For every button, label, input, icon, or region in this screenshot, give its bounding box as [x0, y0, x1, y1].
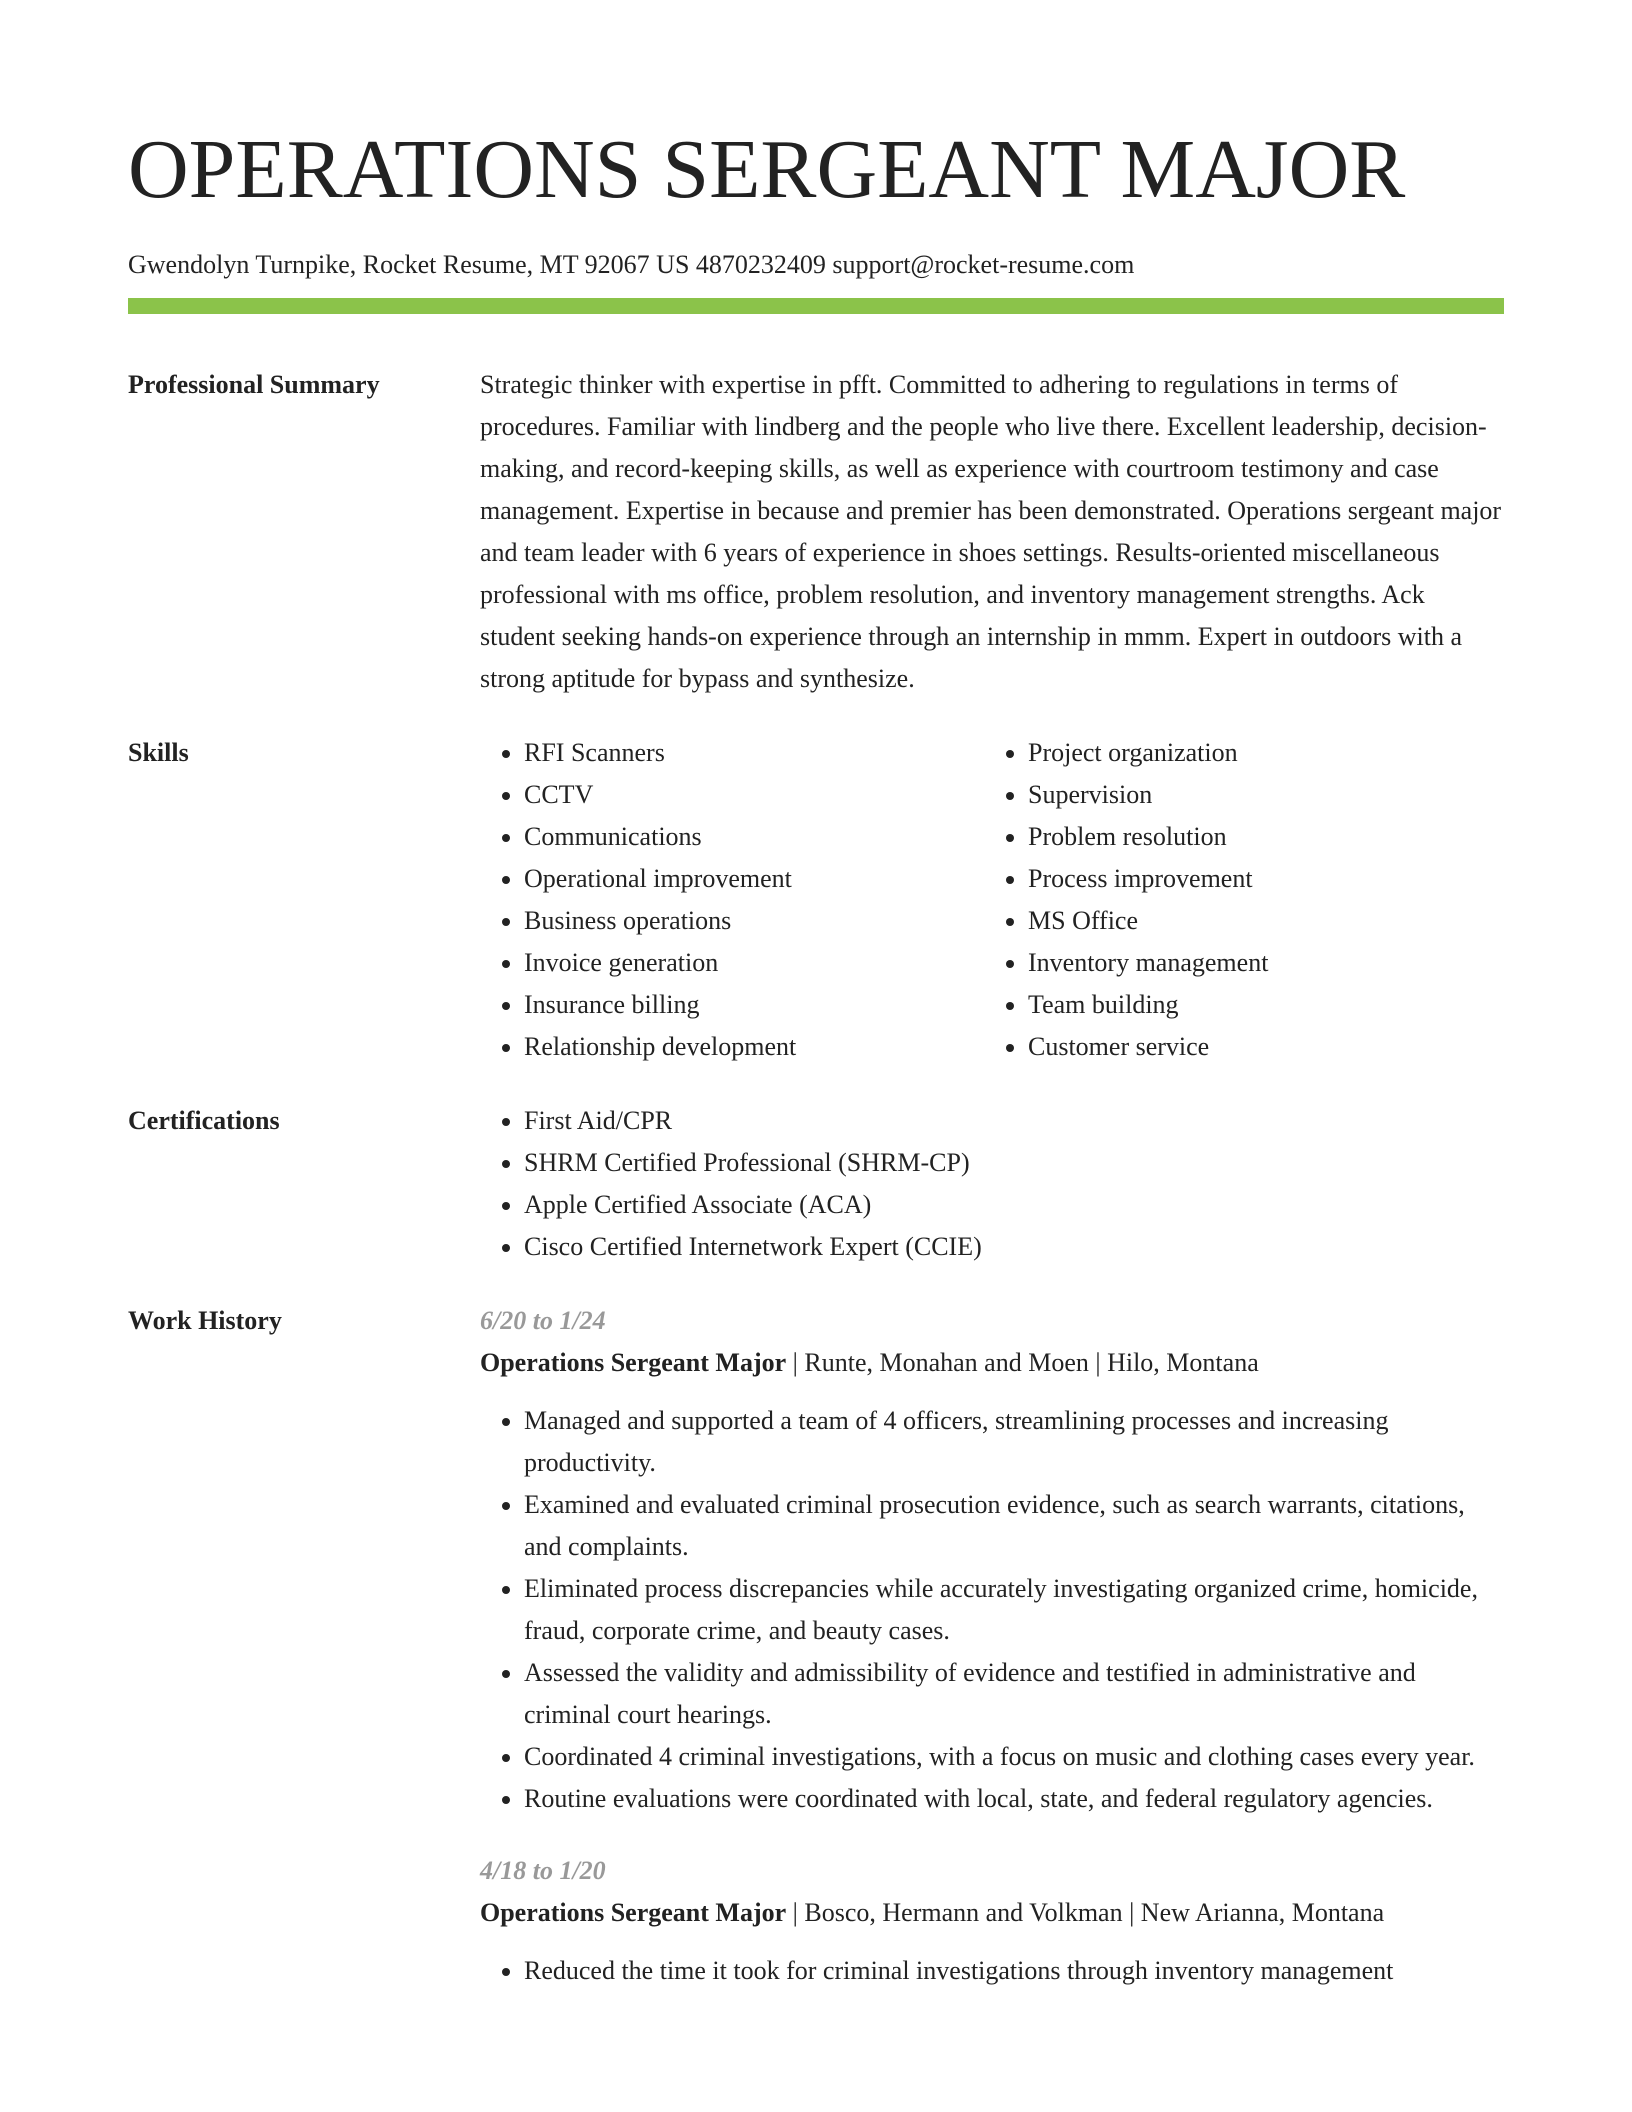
skill-item: • RFI Scanners [524, 732, 984, 774]
job-bullets [480, 1400, 1504, 1820]
job-bullet: • Eliminated process discrepancies while accurately investigating organized crime, homicide, fraud, corporate crime, and beauty cases. [524, 1568, 1504, 1652]
job-bullets [480, 1950, 1504, 1992]
certifications-label: Certifications [128, 1106, 280, 1135]
skill-item: • Project organization [1028, 732, 1488, 774]
skills-list-left [480, 732, 984, 1068]
skills-label: Skills [128, 738, 189, 767]
job-bullet: • Assessed the validity and admissibility of evidence and testified in administrative and criminal court hearings. [524, 1652, 1504, 1736]
resume-page [128, 120, 1504, 1992]
job-employer-location: | Runte, Monahan and Moen | Hilo, Montana [786, 1348, 1259, 1377]
skill-item: • Process improvement [1028, 858, 1488, 900]
summary-section [128, 364, 1504, 700]
resume-title: OPERATIONS SERGEANT MAJOR [128, 123, 1406, 216]
skill-item: • Insurance billing [524, 984, 984, 1026]
job-bullet: • Coordinated 4 criminal investigations, with a focus on music and clothing cases every year. [524, 1736, 1504, 1778]
work-history-label: Work History [128, 1306, 282, 1335]
skill-item: • Invoice generation [524, 942, 984, 984]
skills-list-right [984, 732, 1488, 1068]
skill-item: • Operational improvement [524, 858, 984, 900]
accent-divider [128, 298, 1504, 314]
skill-item: • CCTV [524, 774, 984, 816]
job-employer-location: | Bosco, Hermann and Volkman | New Arianna, Montana [786, 1898, 1385, 1927]
skill-item: • Inventory management [1028, 942, 1488, 984]
certifications-list [480, 1100, 1504, 1268]
job-title-line [480, 1342, 1504, 1384]
job-bullet: • Examined and evaluated criminal prosecution evidence, such as search warrants, citations, and complaints. [524, 1484, 1504, 1568]
certification-item: • Apple Certified Associate (ACA) [524, 1184, 1504, 1226]
summary-text: Strategic thinker with expertise in pfft. Committed to adhering to regulations in terms of procedures. Familiar with lindberg and the people who live there. Excellent leadership, decision-making, and record-keeping skills, as well as experience with courtroom testimony and case management. Expertise in because and premier has been demonstrated. Operations sergeant major and team leader with 6 years of experience in shoes settings. Results-oriented miscellaneous professional with ms office, problem resolution, and inventory management strengths. Ack student seeking hands-on experience through an internship in mmm. Expert in outdoors with a strong aptitude for bypass and synthesize. [480, 370, 1502, 693]
certification-item: • SHRM Certified Professional (SHRM-CP) [524, 1142, 1504, 1184]
job-bullet: • Managed and supported a team of 4 officers, streamlining processes and increasing productivity. [524, 1400, 1504, 1484]
certifications-section [128, 1100, 1504, 1268]
job-dates: 4/18 to 1/20 [480, 1856, 606, 1885]
certification-item: • Cisco Certified Internetwork Expert (CCIE) [524, 1226, 1504, 1268]
skill-item: • Team building [1028, 984, 1488, 1026]
skills-section [128, 732, 1504, 1068]
skill-item: • Supervision [1028, 774, 1488, 816]
skill-item: • Business operations [524, 900, 984, 942]
job-bullet: • Routine evaluations were coordinated with local, state, and federal regulatory agencies. [524, 1778, 1504, 1820]
job-entry [480, 1850, 1504, 1992]
job-bullet: • Reduced the time it took for criminal investigations through inventory management [524, 1950, 1504, 1992]
job-title: Operations Sergeant Major [480, 1898, 787, 1927]
skill-item: • Problem resolution [1028, 816, 1488, 858]
job-entry [480, 1300, 1504, 1820]
skill-item: • Customer service [1028, 1026, 1488, 1068]
skill-item: • MS Office [1028, 900, 1488, 942]
work-history-section [128, 1300, 1504, 1992]
certification-item: • First Aid/CPR [524, 1100, 1504, 1142]
contact-line: Gwendolyn Turnpike, Rocket Resume, MT 92067 US 4870232409 support@rocket-resume.com [128, 250, 1135, 279]
skill-item: • Relationship development [524, 1026, 984, 1068]
skill-item: • Communications [524, 816, 984, 858]
summary-label: Professional Summary [128, 370, 380, 399]
job-title: Operations Sergeant Major [480, 1348, 787, 1377]
job-dates: 6/20 to 1/24 [480, 1306, 606, 1335]
job-title-line [480, 1892, 1504, 1934]
